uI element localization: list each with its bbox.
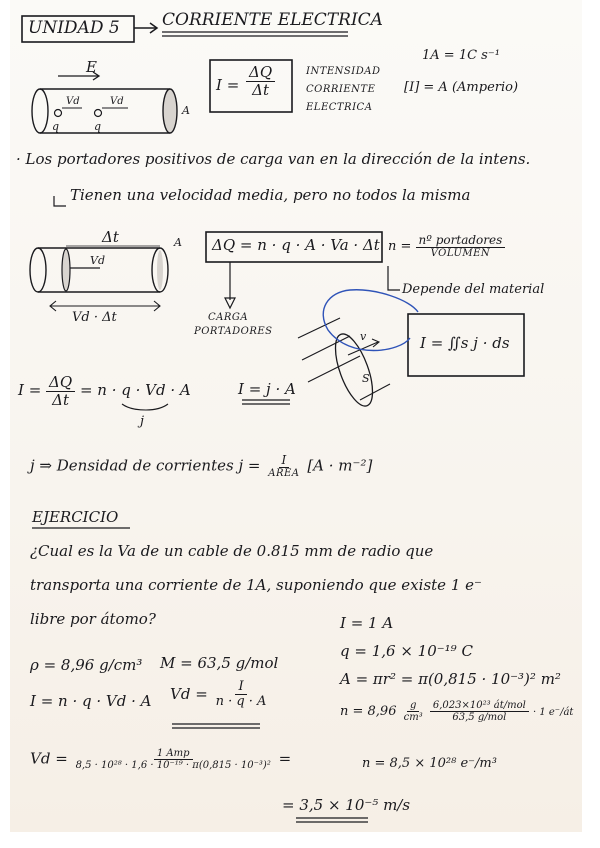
depends-note: Depende del material [402, 282, 545, 297]
intensity-name-3: ELECTRICA [306, 102, 373, 113]
note-line-2: Tienen una velocidad media, pero no todos la misma [70, 186, 471, 204]
final-den: 8,5 · 10²⁸ · 1,6 · 10⁻¹⁹ · π(0,815 · 10⁻³)² [75, 760, 271, 771]
charge-carriers-label-1: CARGA [208, 312, 249, 323]
density-den: AREA [268, 468, 300, 480]
final-answer: = 3,5 × 10⁻⁵ m/s [282, 796, 411, 814]
density-text: j ⇒ Densidad de corrientes [30, 456, 234, 475]
current-rest: = n · q · Vd · A [79, 381, 191, 399]
intensity-den: Δt [252, 80, 269, 99]
given-n-unit-num: g [407, 700, 419, 712]
surface-label: S [362, 372, 370, 385]
current-equation: I = n · q · Vd · A [30, 692, 152, 710]
current-num: ΔQ [46, 374, 75, 392]
area-label-2: A [174, 236, 182, 249]
density-definition [30, 454, 372, 479]
delta-t-label: Δt [102, 228, 119, 246]
final-lhs: Vd = [30, 749, 68, 768]
unit-label: UNIDAD 5 [28, 18, 120, 38]
current-density-mark: j [140, 414, 145, 429]
field-label-e: E [86, 58, 97, 76]
drift-velocity-formula [170, 680, 269, 710]
drift-velocity-lhs: Vd = [170, 684, 208, 703]
density-num: I [279, 454, 290, 468]
page-title: CORRIENTE ELECTRICA [162, 10, 383, 30]
given-n-frac-num: 6,023×10²³ át/mol [430, 700, 529, 712]
intensity-lhs: I = [216, 76, 240, 94]
drift-velocity-label-3: Vd [90, 254, 105, 267]
given-n-unit-den: cm³ [403, 712, 423, 723]
ampere-unit: [I] = A (Amperio) [404, 80, 519, 95]
molar-mass-value: M = 63,5 g/mol [160, 654, 279, 672]
notebook-page [10, 0, 582, 832]
given-area: A = πr² = π(0,815 · 10⁻³)² m² [340, 670, 561, 688]
given-density-n [340, 700, 573, 723]
drift-velocity-den: n · q · A [215, 694, 267, 710]
given-current: I = 1 A [340, 614, 394, 632]
blue-pen-loop [323, 290, 418, 351]
final-calculation [30, 748, 291, 771]
density-n-formula [388, 234, 505, 259]
surface-sketch [298, 318, 390, 410]
given-n-frac-den: 63,5 g/mol [452, 712, 507, 723]
current-den: Δt [52, 390, 70, 409]
density-units: [A · m⁻²] [307, 456, 373, 475]
density-value: ρ = 8,96 g/cm³ [30, 656, 143, 674]
drift-velocity-num: I [235, 680, 246, 695]
charge-formula: ΔQ = n · q · A · Va · Δt [212, 236, 380, 254]
exercise-question-1: ¿Cual es la Va de un cable de 0.815 mm de radio que [30, 542, 434, 560]
intensity-num: ΔQ [246, 64, 275, 82]
area-label: A [182, 104, 190, 117]
note-line-1: · Los portadores positivos de carga van en la dirección de la intens. [16, 150, 531, 168]
exercise-question-3: libre por átomo? [30, 610, 156, 628]
current-result: I = j · A [238, 380, 296, 398]
velocity-label: v [360, 330, 367, 343]
density-n-num: nº portadores [416, 234, 506, 248]
given-n-lhs: n = 8,96 [340, 704, 397, 719]
given-charge: q = 1,6 × 10⁻¹⁹ C [340, 642, 473, 660]
drift-distance-label: Vd · Δt [72, 310, 117, 325]
drift-velocity-label: Vd [66, 96, 80, 107]
charge-label: q [52, 120, 60, 133]
final-num: 1 Amp [154, 748, 193, 760]
current-lhs: I = [18, 381, 42, 399]
drift-velocity-label-2: Vd [110, 96, 124, 107]
intensity-name-2: CORRIENTE [306, 84, 376, 95]
given-n-result: n = 8,5 × 10²⁸ e⁻/m³ [362, 756, 497, 771]
density-n-den: VOLUMEN [430, 248, 491, 260]
final-eq: = [278, 749, 292, 768]
given-n-tail: · 1 e⁻/át [532, 707, 574, 718]
current-relation [18, 374, 191, 408]
density-j-eq: j = [238, 456, 261, 475]
exercise-question-2: transporta una corriente de 1A, suponiendo que existe 1 e⁻ [30, 576, 482, 594]
charge-carriers-label-2: PORTADORES [194, 326, 273, 337]
density-n-lhs: n = [388, 239, 412, 255]
charge-label-2: q [94, 120, 102, 133]
ampere-definition: 1A = 1C s⁻¹ [422, 48, 500, 63]
exercise-heading: EJERCICIO [32, 508, 119, 526]
intensity-formula [246, 64, 275, 98]
intensity-name-1: INTENSIDAD [306, 66, 381, 77]
surface-integral: I = ∬s j · ds [420, 334, 510, 352]
